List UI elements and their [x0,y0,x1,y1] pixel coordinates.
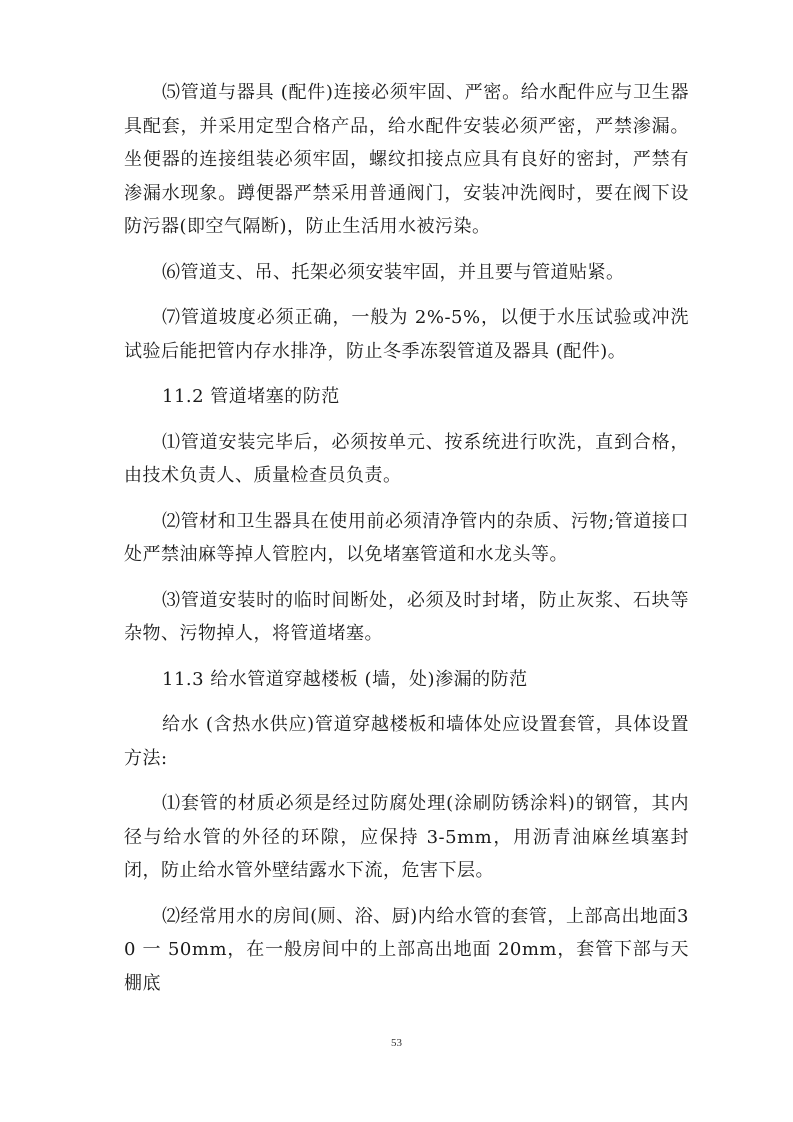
paragraph-item-6: ⑹管道支、吊、托架必须安装牢固，并且要与管道贴紧。 [162,261,625,283]
paragraph-item-3-blockage: ⑶管道安装时的临时间断处，必须及时封堵，防止灰浆、石块等杂物、污物掉人，将管道堵塞。 [124,589,689,644]
paragraph-item-2-sleeve: ⑵经常用水的房间(厕、浴、厨)内给水管的套管，上部高出地面30 一 50mm，在一般房间中的上部高出地面 20mm，套管下部与天棚底 [124,905,689,994]
section-heading-11-3: 11.3 给水管道穿越楼板 (墙，处)渗漏的防范 [162,668,528,690]
paragraph-item-2-blockage: ⑵管材和卫生器具在使用前必须清净管内的杂质、污物;管道接口处严禁油麻等掉人管腔内，以免堵塞管道和水龙头等。 [124,510,689,565]
document-body [124,76,689,1012]
paragraph-item-7: ⑺管道坡度必须正确，一般为 2%-5%，以便于水压试验或冲洗试验后能把管内存水排净，防止冬季冻裂管道及器具 (配件)。 [124,307,689,362]
paragraph-sleeve-intro: 给水 (含热水供应)管道穿越楼板和墙体处应设置套管，具体设置方法: [124,714,689,769]
paragraph-item-1-sleeve: ⑴套管的材质必须是经过防腐处理(涂刷防锈涂料)的钢管，其内径与给水管的外径的环隙，应保持 3-5mm，用沥青油麻丝填塞封闭，防止给水管外壁结露水下流，危害下层。 [124,793,689,881]
page-number: 53 [391,1037,402,1049]
paragraph-item-5: ⑸管道与器具 (配件)连接必须牢固、严密。给水配件应与卫生器具配套，并采用定型合格产品，给水配件安装必须严密，严禁渗漏。坐便器的连接组装必须牢固，螺纹扣接点应具有良好的密封，严禁有渗漏水现象。蹲便器严禁采用普通阀门，安装冲洗阀时，要在阀下设防污器(即空气隔断)，防止生活用水被污染。 [124,82,689,237]
section-heading-11-2: 11.2 管道堵塞的防范 [162,386,340,407]
paragraph-item-1-blockage: ⑴管道安装完毕后，必须按单元、按系统进行吹洗，直到合格，由技术负责人、质量检查员负责。 [124,431,689,486]
